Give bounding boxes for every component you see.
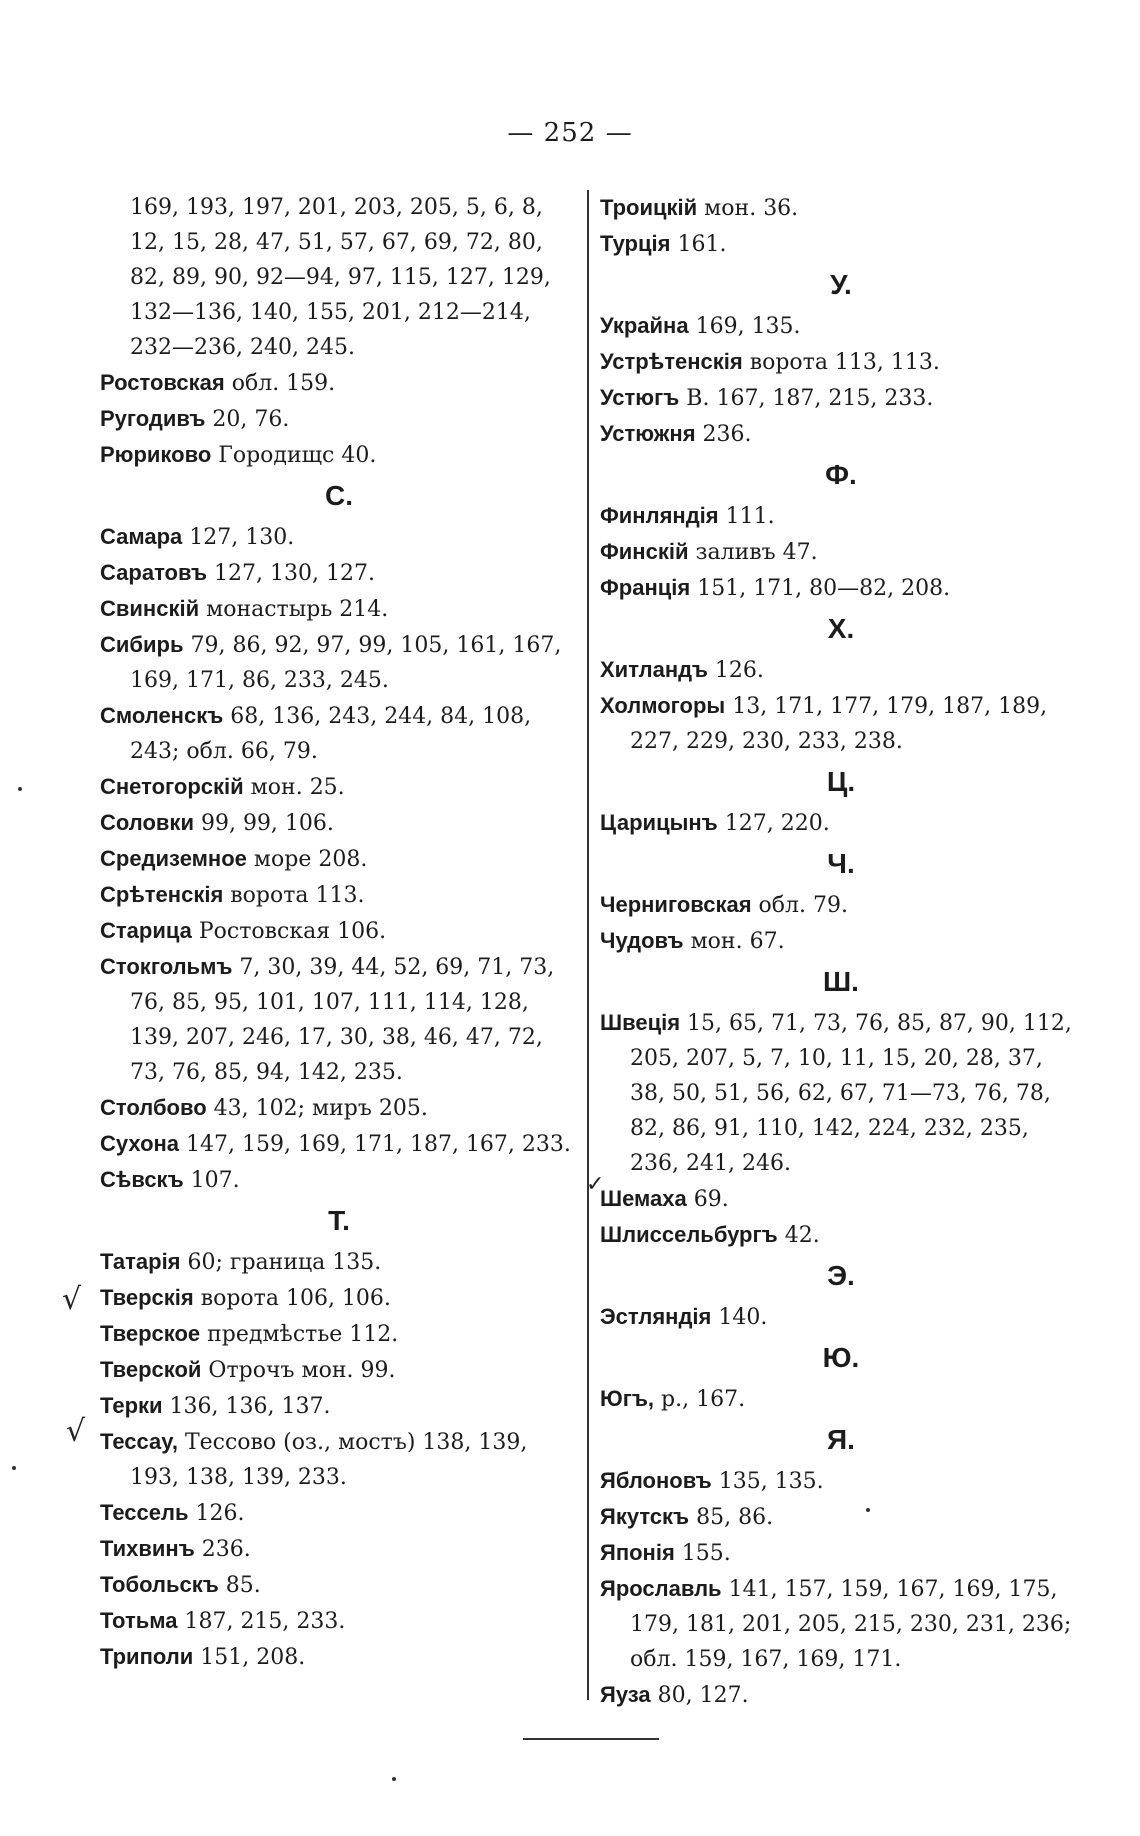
section-letter-u: У. [830,269,852,300]
entries-e-group [600,1299,1082,1335]
index-entry [600,652,1082,688]
entry-references: 136, 136, 137. [162,1394,331,1419]
entry-references: р., 167. [654,1387,746,1412]
entry-headword: Соловки [100,810,194,835]
entries-u-group [600,308,1082,452]
index-entry [100,401,578,437]
index-entry [100,1531,578,1567]
entry-headword: Украйна [600,313,689,338]
entry-references: обл. 79. [751,893,848,918]
entry-references: мон. 25. [243,775,345,800]
entry-references: монастырь 214. [199,597,389,622]
index-entry [600,805,1082,841]
entry-headword: Финскій [600,539,689,564]
index-entry [100,519,578,555]
entry-headword: Якутскъ [600,1504,690,1529]
entry-headword: Саратовъ [100,560,208,585]
stray-dot [12,1466,16,1470]
entries-r-group [100,365,578,473]
index-entry [100,805,578,841]
entry-headword: Тихвинъ [100,1536,195,1561]
entry-headword: Устюгъ [600,385,680,410]
entry-references: Отрочъ мон. 99. [201,1358,396,1383]
index-entry [100,877,578,913]
index-entry [600,344,1082,380]
entry-references: 69. [686,1187,729,1212]
entry-headword: Финляндія [600,503,719,528]
entry-references: В. 167, 187, 215, 233. [679,386,934,411]
entry-headword: Срѣтенскія [100,882,224,907]
entry-references: 80, 127. [650,1683,749,1708]
entry-headword: Эстляндія [600,1304,712,1329]
index-entry [100,437,578,473]
index-entry [100,1603,578,1639]
check-mark-terki: √ [66,1414,86,1449]
index-entry [100,1424,578,1495]
index-entry [100,1126,578,1162]
index-entry [100,1639,578,1675]
section-letter-ch: Ч. [827,848,855,879]
index-entry [600,570,1082,606]
index-entry [100,1495,578,1531]
index-entry [600,1535,1082,1571]
index-entry [600,416,1082,452]
index-entry [600,1381,1082,1417]
section-letter-ts: Ц. [826,766,856,797]
entry-references: ворота 113. [223,883,365,908]
entries-ch-group [600,887,1082,959]
entry-headword: Японія [600,1540,675,1565]
index-entry [600,887,1082,923]
index-entry [100,1090,578,1126]
entry-headword: Тотьма [100,1608,178,1633]
entry-headword: Самара [100,524,183,549]
entry-headword: Устюжня [600,421,696,446]
section-letter-t: Т. [328,1205,350,1236]
tick-mark-shemaha: ✓ [586,1172,605,1197]
entry-headword: Шлиссельбургъ [600,1222,778,1247]
entry-references: море 208. [246,847,368,872]
entry-references: 151, 208. [193,1645,306,1670]
index-entry [600,688,1082,759]
entry-references: 42. [777,1223,820,1248]
index-entry [600,1217,1082,1253]
entry-headword: Яуза [600,1682,651,1707]
index-entry [600,1463,1082,1499]
right-column [600,190,1082,1713]
stray-dot [866,1508,870,1512]
section-letter-h: Х. [827,613,855,644]
entry-references: предмѣстье 112. [200,1322,399,1347]
index-entry [600,1677,1082,1713]
index-entry [100,841,578,877]
entry-references: Городищс 40. [211,443,377,468]
entry-references: 20, 76. [205,407,290,432]
entry-references: 107. [183,1168,240,1193]
entry-references: 127, 220. [717,811,830,836]
entries-ts-group [600,805,1082,841]
index-entry [100,769,578,805]
entry-references: 135, 135. [711,1469,824,1494]
entry-headword: Тессау, [100,1429,178,1454]
entries-h-group [600,652,1082,759]
entry-headword: Средиземное [100,846,247,871]
entry-headword: Тверскія [100,1285,194,1310]
entry-references: 15, 65, 71, 73, 76, 85, 87, 90, 112, 205, 207, 5, 7, 10, 11, 15, 20, 28, 37, 38, 50, 51, 56, 62, 67, 71—73, 76, 78, 82, 86, 91, 110, 142, 224, 232, 235, 236, 241, 246. [630,1011,1072,1176]
entries-s-group [100,519,578,1198]
index-entry [600,380,1082,416]
entry-headword: Царицынъ [600,810,718,835]
index-entry [100,1162,578,1198]
entry-references: Тессово (оз., мостъ) 138, 139, 193, 138, 139, 233. [130,1430,528,1490]
entry-references: 169, 135. [688,314,801,339]
entries-top-group [600,190,1082,262]
entry-references: 111. [718,504,775,529]
entry-headword: Холмогоры [600,693,726,718]
entry-headword: Старица [100,918,192,943]
index-entry [600,1499,1082,1535]
entry-headword: Турція [600,231,671,256]
index-entry [100,1388,578,1424]
index-entry [100,1244,578,1280]
section-letter-ya: Я. [827,1424,855,1455]
entry-references: 13, 171, 177, 179, 187, 189, 227, 229, 230, 233, 238. [630,694,1048,754]
entry-references: ворота 106, 106. [193,1286,391,1311]
entry-references: 7, 30, 39, 44, 52, 69, 71, 73, 76, 85, 95, 101, 107, 111, 114, 128, 139, 207, 246, 17, 30, 38, 46, 47, 72, 73, 76, 85, 94, 142, 235. [130,955,555,1085]
entry-headword: Югъ, [600,1386,655,1411]
index-entry [100,913,578,949]
entries-sh-group [600,1005,1082,1253]
index-entry [600,190,1082,226]
entry-references: 147, 159, 169, 171, 187, 167, 233. [179,1132,571,1157]
index-entry [600,923,1082,959]
entry-references: 161. [670,232,727,257]
entries-yu-group [600,1381,1082,1417]
index-entry [600,534,1082,570]
entry-references: 127, 130. [182,525,295,550]
index-entry [100,365,578,401]
entry-references: 236. [695,422,752,447]
entry-references: 155. [674,1541,731,1566]
entry-references: мон. 36. [697,196,799,221]
entry-headword: Свинскій [100,596,200,621]
stray-dot [392,1777,396,1781]
entry-references: 187, 215, 233. [177,1609,346,1634]
index-entry [100,698,578,769]
entry-headword: Смоленскъ [100,703,224,728]
index-entry [100,1316,578,1352]
entry-headword: Хитландъ [600,657,708,682]
entry-headword: Стокгольмъ [100,954,233,979]
entry-headword: Шемаха [600,1186,687,1211]
entry-headword: Швеція [600,1010,681,1035]
entry-references: 99, 99, 106. [193,811,334,836]
left-column [100,190,578,1675]
index-entry [100,1352,578,1388]
section-letter-s: С. [325,480,353,511]
entry-headword: Черниговская [600,892,752,917]
entry-headword: Рюриково [100,442,212,467]
entry-references: 68, 136, 243, 244, 84, 108, 243; обл. 66, 79. [130,704,532,764]
continued-entry-text: 169, 193, 197, 201, 203, 205, 5, 6, 8, 12, 15, 28, 47, 51, 57, 67, 69, 72, 80, 82, 89, 90, 92—94, 97, 115, 127, 129, 132—136, 140, 155, 201, 212—214, 232—236, 240, 245. [130,195,551,360]
entry-headword: Столбово [100,1095,207,1120]
entry-references: 127, 130, 127. [207,561,375,586]
entry-references: 85, 86. [689,1505,774,1530]
entry-headword: Франція [600,575,691,600]
entry-references: мон. 67. [683,929,785,954]
entry-references: Ростовская 106. [191,919,387,944]
index-entry [100,591,578,627]
entry-references: 151, 171, 80—82, 208. [690,576,951,601]
entry-references: ворота 113, 113. [742,350,940,375]
stray-dot [18,787,22,791]
entry-references: 126. [707,658,764,683]
index-entry [600,498,1082,534]
index-entry [100,949,578,1090]
section-letter-e: Э. [827,1260,855,1291]
column-divider [587,190,589,1700]
entry-headword: Тессель [100,1500,189,1525]
page-number: — 252 — [507,118,633,148]
entry-headword: Ярославль [600,1576,722,1601]
section-letter-yu: Ю. [822,1342,860,1373]
index-entry [100,627,578,698]
entry-headword: Тверской [100,1357,202,1382]
index-entry [600,226,1082,262]
entry-references: заливъ 47. [688,540,818,565]
entry-headword: Тверское [100,1321,201,1346]
entry-headword: Сухона [100,1131,180,1156]
index-entry [600,308,1082,344]
index-entry [600,1181,1082,1217]
section-letter-f: Ф. [825,459,857,490]
entry-headword: Чудовъ [600,928,684,953]
entry-headword: Троицкій [600,195,698,220]
entry-headword: Ругодивъ [100,406,206,431]
section-letter-sh: Ш. [823,966,859,997]
check-mark-tataria: √ [62,1282,82,1317]
entry-references: обл. 159. [224,371,336,396]
entry-references: 126. [188,1501,245,1526]
entries-t-group [100,1244,578,1675]
entry-references: 141, 157, 159, 167, 169, 175, 179, 181, 201, 205, 215, 230, 231, 236; обл. 159, 167, 169, 171. [630,1577,1072,1672]
entry-headword: Сѣвскъ [100,1167,184,1192]
entries-f-group [600,498,1082,606]
entry-references: 43, 102; миръ 205. [206,1096,428,1121]
entry-headword: Татарія [100,1249,181,1274]
entry-headword: Триполи [100,1644,194,1669]
entry-headword: Терки [100,1393,163,1418]
index-entry [100,1280,578,1316]
entry-references: 79, 86, 92, 97, 99, 105, 161, 167, 169, 171, 86, 233, 245. [130,633,562,693]
entry-headword: Яблоновъ [600,1468,712,1493]
index-entry [100,555,578,591]
entry-headword: Снетогорскій [100,774,244,799]
entry-references: 236. [194,1537,251,1562]
index-entry [600,1299,1082,1335]
index-entry [600,1571,1082,1677]
index-entry [100,1567,578,1603]
entry-headword: Сибирь [100,632,184,657]
entry-references: 140. [711,1305,768,1330]
entry-references: 60; граница 135. [180,1250,382,1275]
footer-rule [523,1738,659,1740]
entry-headword: Тобольскъ [100,1572,219,1597]
entry-headword: Ростовская [100,370,225,395]
index-entry [600,1005,1082,1181]
entry-headword: Устрѣтенскія [600,349,743,374]
entries-ya-group [600,1463,1082,1713]
entry-references: 85. [218,1573,261,1598]
